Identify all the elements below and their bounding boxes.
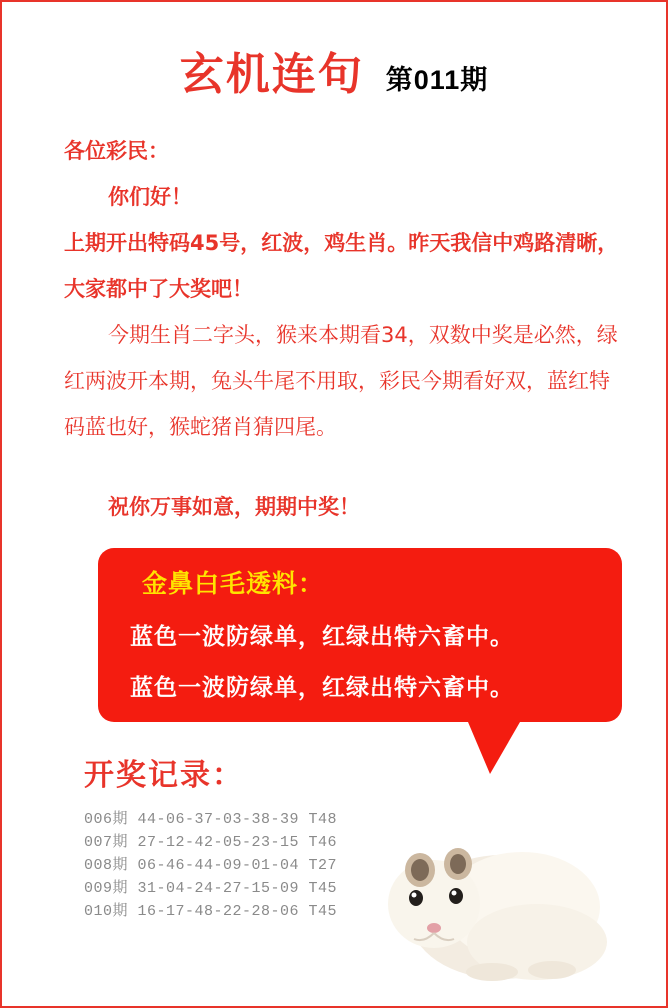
callout-line-1: 蓝色一波防绿单，红绿出特六畜中。 xyxy=(130,624,514,650)
poster-header xyxy=(2,2,666,102)
callout-tail xyxy=(468,722,520,774)
letter-bold-paragraph: 上期开出特码45号，红波，鸡生肖。昨天我信中鸡路清晰，大家都中了大奖吧！ xyxy=(64,231,619,301)
page-title: 玄机连句 xyxy=(179,49,364,100)
list-item: 008期 06-46-44-09-01-04 T27 xyxy=(84,857,338,874)
list-item: 007期 27-12-42-05-23-15 T46 xyxy=(84,834,338,851)
callout-wrapper xyxy=(98,548,622,722)
list-item: 006期 44-06-37-03-38-39 T48 xyxy=(84,811,338,828)
list-item: 009期 31-04-24-27-15-09 T45 xyxy=(84,880,338,897)
letter-greeting: 你们好！ xyxy=(108,185,192,209)
callout-line-2: 蓝色一波防绿单，红绿出特六畜中。 xyxy=(130,675,514,701)
records-title: 开奖记录： xyxy=(84,758,244,793)
issue-number: 第011期 xyxy=(385,65,489,95)
letter-blessing: 祝你万事如意，期期中奖！ xyxy=(108,495,360,519)
letter-salutation: 各位彩民： xyxy=(64,139,169,163)
hamster-photo xyxy=(372,812,612,992)
callout-title: 金鼻白毛透料： xyxy=(142,569,325,598)
letter-body xyxy=(2,128,666,530)
list-item: 010期 16-17-48-22-28-06 T45 xyxy=(84,903,338,920)
tip-callout xyxy=(98,548,622,722)
letter-paragraph: 今期生肖二字头，猴来本期看34，双数中奖是必然，绿红两波开本期，兔头牛尾不用取，彩民今期看好双，蓝红特码蓝也好，猴蛇猪肖猜四尾。 xyxy=(64,323,618,439)
